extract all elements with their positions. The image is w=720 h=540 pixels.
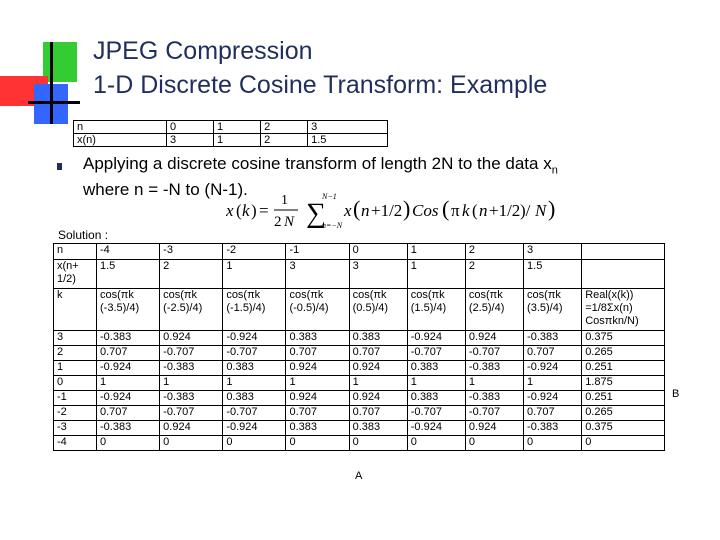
table-cell: cos(πk (3.5)/4) bbox=[524, 289, 582, 331]
table-cell: Real(x(k)) =1/8Σx(n) Cosπkn/N) bbox=[582, 289, 665, 331]
table-cell: n bbox=[54, 244, 97, 260]
table-cell: cos(πk (2.5)/4) bbox=[465, 289, 523, 331]
table-cell: 0.383 bbox=[349, 421, 407, 436]
dct-formula bbox=[226, 190, 576, 232]
table-cell: 1 bbox=[97, 376, 160, 391]
svg-text:π: π bbox=[451, 201, 460, 220]
table-cell: -2 bbox=[223, 244, 286, 260]
table-cell: 0.251 bbox=[582, 361, 665, 376]
table-cell: -0.383 bbox=[524, 331, 582, 346]
svg-text:1: 1 bbox=[281, 193, 288, 208]
table-cell: -3 bbox=[160, 244, 223, 260]
bullet-text-line-1: Applying a discrete cosine transform of length 2N to the data x bbox=[83, 154, 552, 173]
svg-text:N: N bbox=[535, 201, 547, 220]
table-cell: 3 bbox=[524, 244, 582, 260]
table-cell: -0.707 bbox=[407, 346, 465, 361]
svg-text:+1/2: +1/2 bbox=[489, 201, 521, 220]
table-row bbox=[74, 121, 388, 134]
table-cell: 0.924 bbox=[349, 391, 407, 406]
svg-text:(: ( bbox=[353, 196, 361, 221]
table-cell: -0.383 bbox=[160, 361, 223, 376]
table-cell: 0.924 bbox=[160, 421, 223, 436]
label-a: A bbox=[355, 470, 363, 482]
table-row bbox=[54, 376, 665, 391]
svg-text:(: ( bbox=[442, 196, 450, 221]
svg-text:(: ( bbox=[236, 201, 242, 220]
table-cell: 2 bbox=[54, 346, 97, 361]
table-row bbox=[54, 421, 665, 436]
table-cell: 0 bbox=[223, 436, 286, 451]
svg-text:+1/2: +1/2 bbox=[371, 201, 403, 220]
table-cell: 1 bbox=[214, 134, 261, 147]
table-cell: -0.924 bbox=[97, 361, 160, 376]
table-cell: 0.707 bbox=[349, 346, 407, 361]
table-cell: 1 bbox=[214, 121, 261, 134]
table-cell: 0.383 bbox=[407, 391, 465, 406]
table-cell: 1 bbox=[465, 376, 523, 391]
svg-text:x: x bbox=[226, 201, 234, 220]
table-cell: 0.383 bbox=[407, 361, 465, 376]
table-cell: cos(πk (-2.5)/4) bbox=[160, 289, 223, 331]
svg-text:n=−N: n=−N bbox=[322, 221, 343, 230]
table-cell: -2 bbox=[54, 406, 97, 421]
table-row bbox=[54, 391, 665, 406]
svg-text:k: k bbox=[462, 201, 470, 220]
svg-text:): ) bbox=[548, 196, 556, 221]
table-cell: 0 bbox=[97, 436, 160, 451]
table-cell: 1.875 bbox=[582, 376, 665, 391]
table-cell: cos(πk (1.5)/4) bbox=[407, 289, 465, 331]
table-cell: 0.707 bbox=[524, 346, 582, 361]
table-cell: cos(πk (-1.5)/4) bbox=[223, 289, 286, 331]
svg-text:): ) bbox=[403, 196, 411, 221]
table-cell: 0.924 bbox=[286, 391, 349, 406]
svg-text:x: x bbox=[344, 201, 352, 220]
table-cell: 1 bbox=[286, 376, 349, 391]
table-cell: -1 bbox=[286, 244, 349, 260]
table-cell: 0.383 bbox=[223, 391, 286, 406]
table-cell: 1.5 bbox=[97, 260, 160, 289]
table-cell: 0.383 bbox=[223, 361, 286, 376]
table-cell: 0 bbox=[160, 436, 223, 451]
table-cell: 0 bbox=[54, 376, 97, 391]
table-cell: 3 bbox=[349, 260, 407, 289]
table-cell: -0.924 bbox=[407, 331, 465, 346]
table-cell: 1 bbox=[349, 376, 407, 391]
table-row bbox=[54, 436, 665, 451]
table-cell: cos(πk (-3.5)/4) bbox=[97, 289, 160, 331]
table-cell: -3 bbox=[54, 421, 97, 436]
table-cell: -0.383 bbox=[97, 331, 160, 346]
header-row-x bbox=[54, 260, 665, 289]
table-cell: 0 bbox=[349, 244, 407, 260]
label-b: B bbox=[672, 388, 680, 400]
dct-table bbox=[53, 243, 665, 451]
table-cell: 1 bbox=[407, 244, 465, 260]
svg-text:=: = bbox=[259, 201, 269, 220]
table-cell: -1 bbox=[54, 391, 97, 406]
svg-text:)/: )/ bbox=[520, 201, 531, 220]
table-cell: 0.383 bbox=[286, 421, 349, 436]
table-cell: 0 bbox=[286, 436, 349, 451]
table-row bbox=[54, 406, 665, 421]
table-cell: n bbox=[74, 121, 167, 134]
svg-text:2: 2 bbox=[274, 214, 282, 230]
data-table bbox=[73, 120, 388, 147]
table-cell: 0 bbox=[407, 436, 465, 451]
table-cell: -0.924 bbox=[407, 421, 465, 436]
table-row bbox=[54, 331, 665, 346]
solution-label: Solution : bbox=[58, 228, 109, 242]
table-cell: 0.707 bbox=[286, 406, 349, 421]
table-cell: -0.383 bbox=[160, 391, 223, 406]
table-cell bbox=[582, 260, 665, 289]
table-cell: 0 bbox=[524, 436, 582, 451]
table-cell: 0 bbox=[582, 436, 665, 451]
table-cell: x(n+ 1/2) bbox=[54, 260, 97, 289]
table-cell: 1.5 bbox=[524, 260, 582, 289]
svg-text:(: ( bbox=[472, 201, 478, 220]
header-row-k bbox=[54, 289, 665, 331]
table-cell: 3 bbox=[286, 260, 349, 289]
table-cell: -0.707 bbox=[223, 406, 286, 421]
table-cell: -4 bbox=[54, 436, 97, 451]
slide-title bbox=[93, 34, 547, 102]
table-cell: 0.383 bbox=[286, 331, 349, 346]
table-cell: 2 bbox=[261, 134, 308, 147]
table-cell: 2 bbox=[261, 121, 308, 134]
table-cell: -0.383 bbox=[524, 421, 582, 436]
logo-green-square bbox=[43, 42, 77, 82]
table-row bbox=[54, 361, 665, 376]
svg-text:N: N bbox=[284, 214, 295, 230]
table-cell: 3 bbox=[308, 121, 388, 134]
table-cell: 0 bbox=[349, 436, 407, 451]
table-cell: -0.707 bbox=[160, 346, 223, 361]
table-cell: 0.924 bbox=[465, 421, 523, 436]
table-cell: -0.924 bbox=[223, 421, 286, 436]
table-row bbox=[74, 134, 388, 147]
table-cell: 0.265 bbox=[582, 406, 665, 421]
table-row bbox=[54, 346, 665, 361]
table-cell: -0.924 bbox=[524, 361, 582, 376]
title-line-2: 1-D Discrete Cosine Transform: Example bbox=[93, 71, 548, 99]
table-cell: 0 bbox=[465, 436, 523, 451]
table-cell: -4 bbox=[97, 244, 160, 260]
table-cell: 2 bbox=[160, 260, 223, 289]
svg-text:n: n bbox=[479, 201, 488, 220]
table-cell: -0.924 bbox=[97, 391, 160, 406]
table-cell: 0.383 bbox=[349, 331, 407, 346]
title-line-1: JPEG Compression bbox=[93, 37, 313, 65]
table-cell: -0.707 bbox=[160, 406, 223, 421]
table-cell: 0 bbox=[167, 121, 214, 134]
table-cell: 0.265 bbox=[582, 346, 665, 361]
table-cell: 0.924 bbox=[349, 361, 407, 376]
table-cell: 0.707 bbox=[97, 346, 160, 361]
table-cell: 2 bbox=[465, 260, 523, 289]
bullet-text-line-2: where n = -N to (N-1). bbox=[83, 180, 248, 200]
table-cell: 0.707 bbox=[97, 406, 160, 421]
table-cell: 1 bbox=[160, 376, 223, 391]
logo-horizontal-line bbox=[28, 101, 80, 104]
table-cell: -0.924 bbox=[223, 331, 286, 346]
table-cell: 1 bbox=[407, 376, 465, 391]
table-cell: -0.383 bbox=[465, 361, 523, 376]
table-cell: 1.5 bbox=[308, 134, 388, 147]
table-cell: 1 bbox=[524, 376, 582, 391]
table-cell: 0.924 bbox=[286, 361, 349, 376]
table-cell: 0.707 bbox=[524, 406, 582, 421]
table-cell: 0.707 bbox=[286, 346, 349, 361]
logo-vertical-line bbox=[50, 42, 53, 124]
table-cell: 1 bbox=[54, 361, 97, 376]
table-cell bbox=[582, 244, 665, 260]
header-row-n bbox=[54, 244, 665, 260]
table-cell: 0.924 bbox=[160, 331, 223, 346]
svg-text:k: k bbox=[242, 201, 250, 220]
table-cell: 3 bbox=[54, 331, 97, 346]
table-cell: 0.375 bbox=[582, 331, 665, 346]
svg-text:n: n bbox=[361, 201, 370, 220]
table-cell: k bbox=[54, 289, 97, 331]
table-cell: -0.707 bbox=[223, 346, 286, 361]
table-cell: cos(πk (-0.5)/4) bbox=[286, 289, 349, 331]
bullet-square-icon bbox=[57, 163, 62, 170]
table-cell: 0.251 bbox=[582, 391, 665, 406]
table-cell: -0.707 bbox=[407, 406, 465, 421]
table-cell: 1 bbox=[223, 260, 286, 289]
table-cell: 3 bbox=[167, 134, 214, 147]
svg-text:Cos: Cos bbox=[412, 201, 439, 220]
table-cell: -0.383 bbox=[97, 421, 160, 436]
table-cell: -0.707 bbox=[465, 346, 523, 361]
svg-text:): ) bbox=[251, 201, 257, 220]
table-cell: 1 bbox=[223, 376, 286, 391]
table-cell: 0.707 bbox=[349, 406, 407, 421]
svg-text:N−1: N−1 bbox=[322, 192, 337, 201]
bullet-subscript: n bbox=[551, 164, 558, 177]
table-cell: 0.375 bbox=[582, 421, 665, 436]
svg-text:∑: ∑ bbox=[306, 198, 326, 229]
table-cell: x(n) bbox=[74, 134, 167, 147]
table-cell: -0.383 bbox=[465, 391, 523, 406]
table-cell: 1 bbox=[407, 260, 465, 289]
table-cell: -0.707 bbox=[465, 406, 523, 421]
table-cell: -0.924 bbox=[524, 391, 582, 406]
table-cell: 0.924 bbox=[465, 331, 523, 346]
table-cell: 2 bbox=[465, 244, 523, 260]
table-cell: cos(πk (0.5)/4) bbox=[349, 289, 407, 331]
